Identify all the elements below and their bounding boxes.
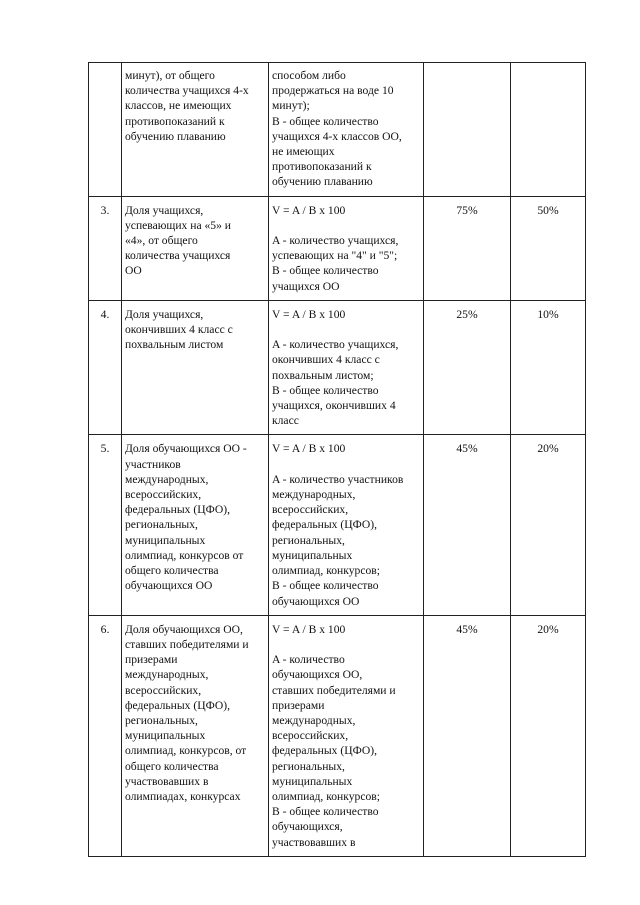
table-row: [89, 300, 586, 435]
table-row: [89, 196, 586, 300]
table-row: [89, 435, 586, 615]
indicator-value-1: 25%: [424, 300, 511, 435]
indicator-name: Доля учащихся, успевающих на «5» и «4», от общего количества учащихся ОО: [122, 196, 269, 300]
indicator-name: Доля учащихся, окончивших 4 класс с похвальным листом: [122, 300, 269, 435]
row-number: 6.: [89, 615, 122, 856]
row-number: 3.: [89, 196, 122, 300]
indicator-formula: V = A / B x 100 A - количество участников международных, всероссийских, федеральных (ЦФО), региональных, муниципальных олимпиад, конкурсов; B - общее количество обучающихся ОО: [269, 435, 424, 615]
indicator-formula: V = A / B x 100 A - количество учащихся, окончивших 4 класс с похвальным листом; B - общее количество учащихся, окончивших 4 класс: [269, 300, 424, 435]
row-number: [89, 63, 122, 197]
indicators-table: [88, 62, 586, 857]
table-row: [89, 63, 586, 197]
indicator-value-1: 45%: [424, 615, 511, 856]
indicator-formula: V = A / B x 100 A - количество обучающихся ОО, ставших победителями и призерами международных, всероссийских, федеральных (ЦФО), региональных, муниципальных олимпиад, конкурсов; B - общее количество обучающихся, участвовавших в: [269, 615, 424, 856]
indicator-value-1: [424, 63, 511, 197]
indicator-formula: V = A / B x 100 A - количество учащихся, успевающих на "4" и "5"; B - общее количество учащихся ОО: [269, 196, 424, 300]
indicator-value-2: 50%: [511, 196, 586, 300]
indicator-value-2: 20%: [511, 435, 586, 615]
indicator-value-1: 75%: [424, 196, 511, 300]
indicator-name: Доля обучающихся ОО, ставших победителями и призерами международных, всероссийских, федеральных (ЦФО), региональных, муниципальных олимпиад, конкурсов, от общего количества участвовавших в олимпиадах, конкурсах: [122, 615, 269, 856]
indicator-name: минут), от общего количества учащихся 4-х классов, не имеющих противопоказаний к обучению плаванию: [122, 63, 269, 197]
indicator-value-1: 45%: [424, 435, 511, 615]
indicator-formula: способом либо продержаться на воде 10 минут); B - общее количество учащихся 4-х классов ОО, не имеющих противопоказаний к обучению плаванию: [269, 63, 424, 197]
indicator-name: Доля обучающихся ОО - участников международных, всероссийских, федеральных (ЦФО), региональных, муниципальных олимпиад, конкурсов от общего количества обучающихся ОО: [122, 435, 269, 615]
row-number: 4.: [89, 300, 122, 435]
indicator-value-2: 20%: [511, 615, 586, 856]
indicator-value-2: [511, 63, 586, 197]
table-row: [89, 615, 586, 856]
row-number: 5.: [89, 435, 122, 615]
indicator-value-2: 10%: [511, 300, 586, 435]
